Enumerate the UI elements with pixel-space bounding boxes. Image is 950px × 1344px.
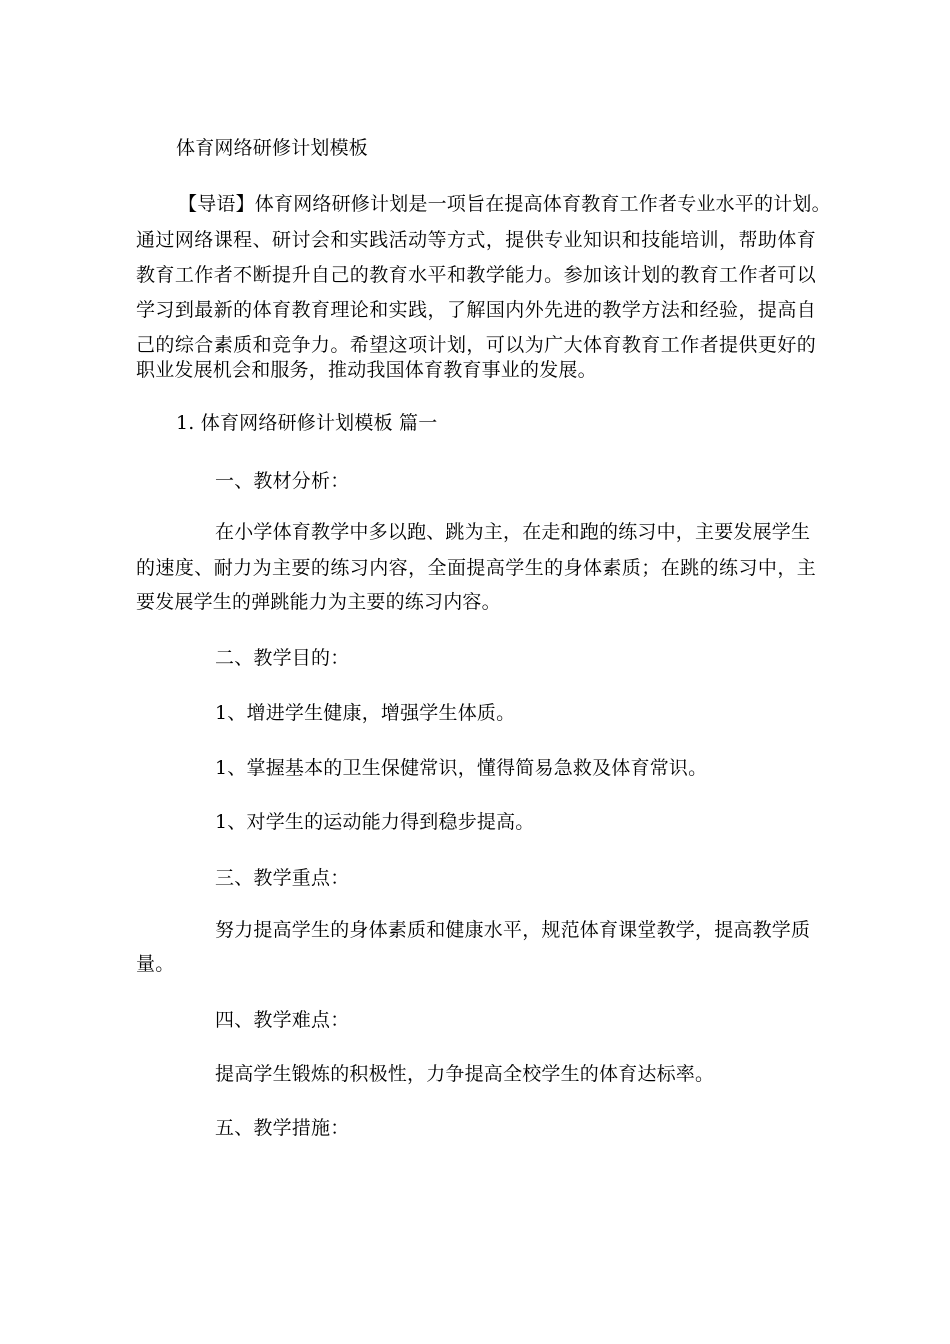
intro-line-2: 通过网络课程、研讨会和实践活动等方式，提供专业知识和技能培训，帮助体育	[136, 229, 816, 251]
section-title: 1. 体育网络研修计划模板 篇一	[176, 412, 438, 434]
para-4: 提高学生锻炼的积极性，力争提高全校学生的体育达标率。	[215, 1063, 715, 1085]
para-1-line-3: 要发展学生的弹跳能力为主要的练习内容。	[136, 591, 501, 613]
document-title: 体育网络研修计划模板	[176, 137, 369, 159]
heading-teaching-difficulty: 四、教学难点：	[215, 1009, 350, 1031]
heading-teaching-measures: 五、教学措施：	[215, 1117, 350, 1139]
para-3-line-2: 量。	[136, 953, 175, 975]
heading-materials-analysis: 一、教材分析：	[215, 470, 350, 492]
goal-item-2: 1、掌握基本的卫生保健常识，懂得简易急救及体育常识。	[215, 757, 708, 779]
goal-item-3: 1、对学生的运动能力得到稳步提高。	[215, 811, 535, 833]
intro-line-3: 教育工作者不断提升自己的教育水平和教学能力。参加该计划的教育工作者可以	[136, 264, 816, 286]
para-1-line-2: 的速度、耐力为主要的练习内容，全面提高学生的身体素质；在跳的练习中，主	[136, 557, 816, 579]
intro-line-1: 【导语】体育网络研修计划是一项旨在提高体育教育工作者专业水平的计划。	[178, 193, 831, 215]
heading-teaching-goals: 二、教学目的：	[215, 647, 350, 669]
intro-line-5: 己的综合素质和竞争力。希望这项计划，可以为广大体育教育工作者提供更好的	[136, 334, 816, 356]
goal-item-1: 1、增进学生健康，增强学生体质。	[215, 702, 516, 724]
heading-teaching-focus: 三、教学重点：	[215, 867, 350, 889]
para-3-line-1: 努力提高学生的身体素质和健康水平，规范体育课堂教学，提高教学质	[215, 919, 811, 941]
intro-line-6: 职业发展机会和服务，推动我国体育教育事业的发展。	[136, 359, 597, 381]
intro-line-4: 学习到最新的体育教育理论和实践，了解国内外先进的教学方法和经验，提高自	[136, 299, 816, 321]
para-1-line-1: 在小学体育教学中多以跑、跳为主，在走和跑的练习中，主要发展学生	[215, 521, 811, 543]
